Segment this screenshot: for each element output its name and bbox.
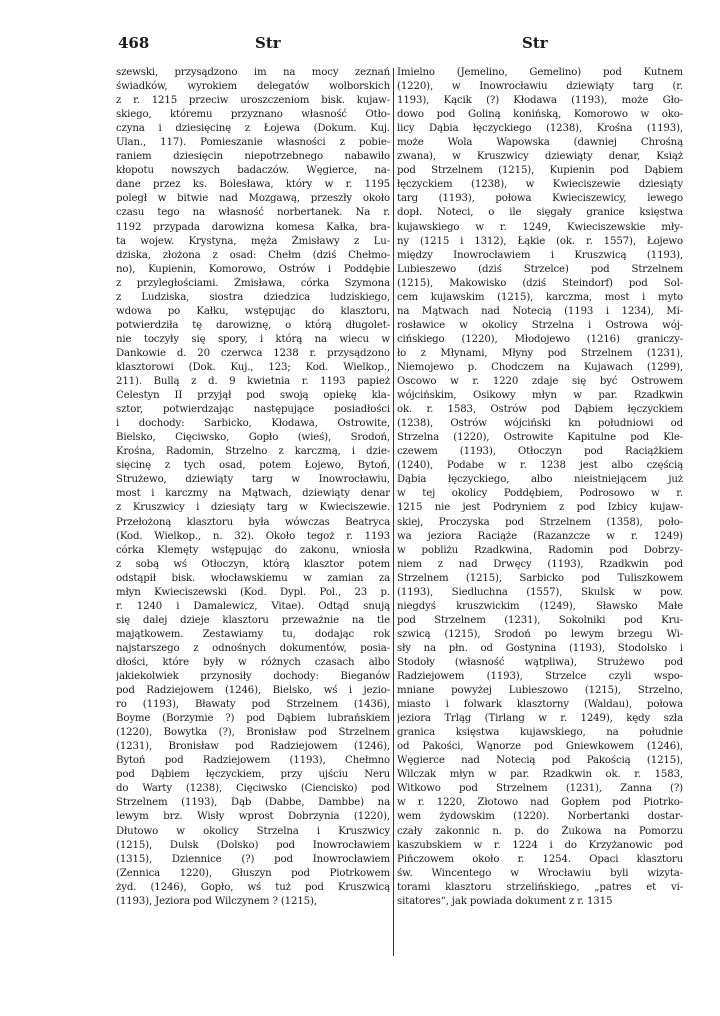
text-line: torami klasztoru strzelińskiego, „patres et vi- <box>397 881 683 893</box>
text-line: Przełożoną klasztoru była wówczas Beatryca <box>116 516 390 528</box>
text-line: jakiekolwiek przynosiły dochody: Bieganów <box>116 671 390 683</box>
text-line: 211). Bullą z d. 9 kwietnia r. 1193 papież <box>116 376 390 388</box>
running-title-left: Str <box>255 34 281 52</box>
text-line: (1193), Siedluchna (1557), Skulsk w pow. <box>397 586 683 598</box>
text-line: potwierdziła tę darowiznę, o którą długolet- <box>116 319 390 331</box>
text-line: 1192 przypada darowizna komesa Kałka, bra- <box>116 221 390 233</box>
text-line: kaszubskiem w r. 1224 i do Krzyżanowic pod <box>397 839 683 851</box>
text-line: w r. 1220, Złotowo nad Gopłem pod Piotrko- <box>397 797 683 809</box>
text-line: jeziora Trląg (Tirlang w r. 1249), kędy szła <box>397 713 683 725</box>
text-line: (1220), Bowytka (?), Bronisław pod Strzelnem <box>116 727 390 739</box>
text-line: Radziejowem (1193), Strzelce czyli wspo- <box>397 671 683 683</box>
text-line: sztor, potwierdzając następujące posiadłości <box>116 404 390 416</box>
text-line: (1220), w Inowrocławiu dziewiąty targ (r. <box>397 81 683 93</box>
text-line: no), Kupienin, Komorowo, Ostrów i Poddębie <box>116 263 390 275</box>
text-line: nie toczyły się spory, i którą na wiecu w <box>116 333 390 345</box>
text-line: Dąbia łęczyckiego, albo nieistniejącem już <box>397 474 683 486</box>
text-line: Wilczak młyn w par. Rzadkwin ok. r. 1583, <box>397 769 683 781</box>
text-line: ny (1215 i 1312), Łąkie (ok. r. 1557), Łojewo <box>397 235 683 247</box>
text-line: Strzelnem (1215), Sarbicko pod Tuliszkowem <box>397 572 683 584</box>
text-line: wem żydowskim (1220). Norbertanki dostar- <box>397 811 683 823</box>
text-line: czasu tego na własność norbertanek. Na r. <box>116 207 390 219</box>
text-line: niem z nad Drwęcy (1193), Rzadkwin pod <box>397 558 683 570</box>
text-line: Imielno (Jemelino, Gemelino) pod Kutnem <box>397 67 683 78</box>
text-line: dłości, które były w różnych czasach albo <box>116 656 390 668</box>
text-line: pod Strzelnem (1231), Sokolniki pod Kru- <box>397 614 683 626</box>
text-line: (1315), Dziennice (?) pod Inowrocławiem <box>116 853 390 865</box>
text-line: skiego, któremu przyznano własność Otło- <box>116 109 390 121</box>
text-line: z sobą wś Otłoczyn, którą klasztor potem <box>116 558 390 570</box>
column-divider <box>393 68 394 956</box>
text-line: do Warty (1238), Cięciwsko (Ciencisko) pod <box>116 783 390 795</box>
text-line: granica księstwa kujawskiego, na południe <box>397 727 683 739</box>
text-line: szwicą (1215), Srodoń po lewym brzegu Wi- <box>397 628 683 640</box>
text-line: córka Klemęty wstępując do zakonu, wniosła <box>116 544 390 556</box>
text-line: kłopotu nowszych badaczów. Węgierce, na- <box>116 165 390 177</box>
text-line: ok. r. 1583, Ostrów pod Dąbiem łęczyckiem <box>397 404 683 416</box>
text-line: lewym brz. Wisły wprost Dobrzynia (1220), <box>116 811 390 823</box>
text-line: (1238), Ostrów wójciński kn południowi od <box>397 418 683 430</box>
text-line: czały zakonnic n. p. do Żukowa na Pomorzu <box>397 825 683 837</box>
text-line: może Wola Wapowska (dawniej Chrośną <box>397 137 683 149</box>
text-line: kujawskiego w r. 1249, Kwieciszewskie mły- <box>397 221 683 233</box>
text-line: sły na płn. od Gostynina (1193), Stodolsko i <box>397 642 683 654</box>
text-line: z Ludziska, siostra dziedzica ludziskiego, <box>116 291 390 303</box>
text-line: majątkowem. Zestawiamy tu, dodając rok <box>116 628 390 640</box>
text-line: Oscowo w r. 1220 zdaje się być Ostrowem <box>397 376 683 388</box>
text-line: sięcinę z tych osad, potem Łojewo, Bytoń, <box>116 460 390 472</box>
text-line: pod Strzelnem (1215), Kupienin pod Dąbiem <box>397 165 683 177</box>
text-line: Dłutowo w okolicy Strzelna i Kruszwicy <box>116 825 390 837</box>
text-line: cem kujawskim (1215), karczma, most i myto <box>397 291 683 303</box>
text-line: się dalej dzieje klasztoru przeważnie na tle <box>116 614 390 626</box>
text-line: wdowa po Kałku, wstępując do klasztoru, <box>116 305 390 317</box>
text-line: Węgierce nad Notecią pod Pakością (1215), <box>397 755 683 767</box>
text-line: żyd. (1246), Gopło, wś tuż pod Kruszwicą <box>116 881 390 893</box>
text-line: dowo pod Goliną konińską, Komorowo w oko- <box>397 109 683 121</box>
text-line: sitatores“, jak powiada dokument z r. 1315 <box>397 895 613 907</box>
text-line: świadków, wyrokiem delegatów wolborskich <box>116 81 390 93</box>
text-line: pod Radziejowem (1246), Bielsko, wś i jezio- <box>116 685 390 697</box>
text-line: niegdyś kruszwickim (1249), Sławsko Małe <box>397 600 683 612</box>
text-line: z przyległościami. Żmisława, córka Szymona <box>116 277 390 289</box>
text-line: targ (1193), połowa Kwieciszewicy, lewego <box>397 193 683 205</box>
running-title-right: Str <box>522 34 548 52</box>
text-line: r. 1240 i Damalewicz, Vitae). Odtąd snują <box>116 600 390 612</box>
text-line: czyna i dziesięcinę z Łojewa (Dokum. Kuj. <box>116 123 390 135</box>
text-line: czewem (1193), Otłoczyn pod Raciążkiem <box>397 446 683 458</box>
text-line: (1193), Jeziora pod Wilczynem ? (1215), <box>116 895 317 907</box>
text-line: na Mątwach nad Notecią (1193 i 1234), Mi- <box>397 305 683 317</box>
text-line: Bytoń pod Radziejowem (1193), Chełmno <box>116 755 390 767</box>
text-line: w pobliżu Rzadkwina, Radomin pod Dobrzy- <box>397 544 683 556</box>
text-line: Strużewo, dziewiąty targ w Inowrocławiu, <box>116 474 390 486</box>
text-line: św. Wincentego w Wrocławiu byli wizyta- <box>397 867 683 879</box>
text-line: z r. 1215 przeciw uroszczeniom bisk. kujaw- <box>116 95 390 107</box>
text-line: dziska, złożona z osad: Chełm (dziś Chełmo- <box>116 249 390 261</box>
text-line: (1240), Podabe w r. 1238 jest albo częścią <box>397 460 683 472</box>
text-line: Stodoły (własność wątpliwa), Strużewo pod <box>397 656 683 668</box>
text-line: miasto i folwark klasztorny (Waldau), połowa <box>397 699 683 711</box>
text-line: najstarszego z odnośnych dokumentów, posia- <box>116 642 390 654</box>
text-line: Lubieszewo (dziś Strzelce) pod Strzelnem <box>397 263 683 275</box>
text-line: raniem dziesięcin niepotrzebnego nabawiło <box>116 151 390 163</box>
text-line: Dankowie d. 20 czerwca 1238 r. przysądzono <box>116 347 390 359</box>
text-line: Pińczowem około r. 1254. Opaci klasztoru <box>397 853 683 865</box>
text-line: łęczyckiem (1238), w Kwieciszewie dziesiąty <box>397 179 683 191</box>
text-line: młyn Kwieciszewski (Kod. Dypl. Pol., 23 p. <box>116 586 390 598</box>
text-line: Niemojewo p. Chodczem na Kujawach (1299), <box>397 361 683 373</box>
text-line: i dochody: Sarbicko, Kłodawa, Ostrowite, <box>116 418 390 430</box>
right-text-column <box>397 66 683 909</box>
text-line: klasztorowi (Dok. Kuj., 123; Kod. Wielkop., <box>116 361 390 373</box>
text-line: ta wojew. Krystyna, męża Żmisławy z Lu- <box>116 235 390 247</box>
text-line: odstąpił bisk. włocławskiemu w zamian za <box>116 572 390 584</box>
text-line: Boyme (Borzymie ?) pod Dąbiem lubrańskiem <box>116 713 390 725</box>
text-line: między Inowrocławiem i Kruszwicą (1193), <box>397 249 683 261</box>
text-line: Strzelnem (1193), Dąb (Dabbe, Dambbe) na <box>116 797 390 809</box>
text-line: (Kod. Wielkop., n. 32). Około tegoż r. 1193 <box>116 530 390 542</box>
text-line: ro (1193), Bławaty pod Strzelnem (1436), <box>116 699 390 711</box>
text-line: licy Dąbia łęczyckiego (1238), Krośna (1193), <box>397 123 683 135</box>
text-line: pod Dąbiem łęczyckiem, przy ujściu Neru <box>116 769 390 781</box>
text-line: wójcińskim, Osikowy młyn w par. Rzadkwin <box>397 390 683 402</box>
page-number: 468 <box>118 34 150 52</box>
text-line: dopł. Noteci, o ile sięgały granice księstwa <box>397 207 683 219</box>
text-line: od Pakości, Wąnorze pod Gniewkowem (1246), <box>397 741 683 753</box>
text-line: ło z Młynami, Młyny pod Strzelnem (1231), <box>397 347 683 359</box>
left-text-column <box>116 66 390 909</box>
text-line: skiej, Proczyska pod Strzelnem (1358), poło- <box>397 516 683 528</box>
text-line: 1193), Kącik (?) Kłodawa (1193), może Gło- <box>397 95 683 107</box>
text-line: Ulan., 117). Pomieszanie własności z pobie- <box>116 137 390 149</box>
text-line: Krośna, Radomin, Strzelno z karczmą, i dzie- <box>116 446 390 458</box>
text-line: Bielsko, Cięciwsko, Gopło (wieś), Srodoń, <box>116 432 390 444</box>
text-line: z Kruszwicy i dziesiąty targ w Kwieciszewie. <box>116 502 390 514</box>
text-line: (1215), Dulsk (Dolsko) pod Inowrocławiem <box>116 839 390 851</box>
text-line: cińskiego (1220), Młodojewo (1216) graniczy- <box>397 333 683 345</box>
text-line: Celestyn II przyjął pod swoją opiekę kla- <box>116 390 390 402</box>
text-line: most i karczmy na Mątwach, dziewiąty denar <box>116 488 390 500</box>
text-line: poległ w bitwie nad Mozgawą, przeszły około <box>116 193 390 205</box>
text-line: dane przez ks. Bolesława, który w r. 1195 <box>116 179 390 191</box>
text-line: rosławice w okolicy Strzelna i Ostrowa wój- <box>397 319 683 331</box>
text-line: zwana), w Kruszwicy dziewiąty denar, Książ <box>397 151 683 163</box>
text-line: (1231), Bronisław pod Radziejowem (1246), <box>116 741 390 753</box>
text-line: Strzelna (1220), Ostrowite Kapitulne pod Kle- <box>397 432 683 444</box>
text-line: 1215 nie jest Podryniem z pod Izbicy kujaw- <box>397 502 683 514</box>
text-line: Witkowo pod Strzelnem (1231), Zanna (?) <box>397 783 683 795</box>
text-line: wa jeziora Raciąże (Razanzcze w r. 1249) <box>397 530 683 542</box>
text-line: (1215), Makowisko (dziś Steindorf) pod Sol- <box>397 277 683 289</box>
text-line: szewski, przysądzono im na mocy zeznań <box>116 67 390 78</box>
text-line: (Zennica 1220), Głuszyn pod Piotrkowem <box>116 867 390 879</box>
text-line: mniane powyżej Lubieszowo (1215), Strzelno, <box>397 685 683 697</box>
text-line: w tej okolicy Poddębiem, Podrosowo w r. <box>397 488 683 500</box>
